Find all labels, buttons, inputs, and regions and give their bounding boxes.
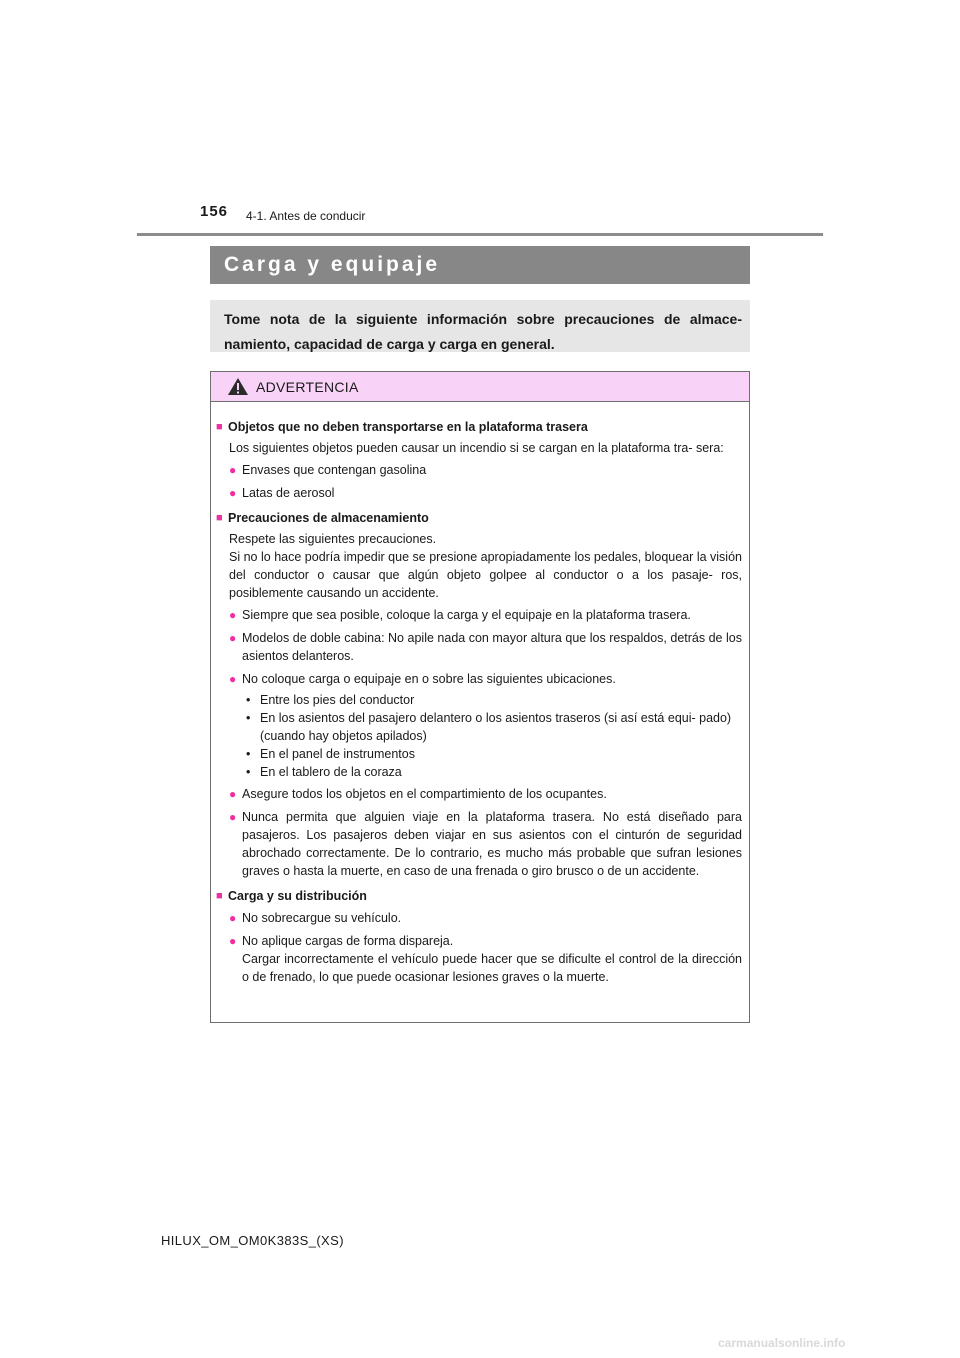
sub-list-item: [216, 763, 742, 781]
bullet-icon: ●: [229, 608, 237, 622]
bullet-icon: ●: [229, 934, 237, 948]
topic-heading-text: Carga y su distribución: [228, 889, 367, 903]
intro-box: [210, 300, 750, 352]
dot-marker-icon: •: [246, 693, 251, 707]
warning-triangle-icon: [227, 377, 249, 396]
bullet-icon: ●: [229, 631, 237, 645]
sub-list-item: [216, 745, 742, 763]
topic-heading: [216, 509, 742, 527]
page-title: Carga y equipaje: [224, 253, 441, 276]
sub-list-item: [216, 691, 742, 709]
dot-marker-icon: •: [246, 711, 251, 725]
paragraph: Respete las siguientes precauciones.: [229, 532, 437, 546]
warning-body: [211, 402, 749, 986]
sub-list-item-text: Entre los pies del conductor: [260, 693, 415, 707]
square-marker-icon: ■: [216, 890, 223, 902]
sub-list-item-text: En los asientos del pasajero delantero o los asientos traseros (si así está equi- pado) (cuando hay objetos apilados): [260, 711, 732, 743]
topic-heading: [216, 887, 742, 905]
list-item-text: Nunca permita que alguien viaje en la plataforma trasera. No está diseñado para pasajeros. Los pasajeros deben viajar en sus asientos con el cinturón de seguridad abrochado correctamente. De lo contrario, es mucho más probable que sufran lesiones graves o hasta la muerte, en caso de una frenada o giro brusco o de un accidente.: [242, 810, 742, 878]
sub-list-item-text: En el panel de instrumentos: [260, 747, 415, 761]
list-item-text: Envases que contengan gasolina: [242, 463, 427, 477]
topic-heading: [216, 418, 742, 436]
warning-box: [210, 371, 750, 1023]
bullet-icon: ●: [229, 672, 237, 686]
dot-marker-icon: •: [246, 765, 251, 779]
square-marker-icon: ■: [216, 421, 223, 433]
list-item: [216, 606, 742, 624]
list-item-text: Modelos de doble cabina: No apile nada con mayor altura que los respaldos, detrás de los asientos delanteros.: [242, 631, 742, 663]
paragraph: Si no lo hace podría impedir que se presione apropiadamente los pedales, bloquear la visión del conductor o causar que algún objeto golpee al conductor o a los pasaje- ros, posiblemente causando un accidente.: [229, 550, 742, 600]
square-marker-icon: ■: [216, 512, 223, 524]
list-item-text: No coloque carga o equipaje en o sobre las siguientes ubicaciones.: [242, 672, 616, 686]
list-item: [216, 932, 742, 986]
list-item-text-line: Cargar incorrectamente el vehículo puede hacer que se dificulte el control de la dirección o de frenado, lo que puede ocasionar lesiones graves o la muerte.: [242, 952, 742, 984]
bullet-icon: ●: [229, 911, 237, 925]
list-item: [216, 629, 742, 665]
list-item-text: [242, 932, 742, 986]
list-item: [216, 808, 742, 880]
list-item-text: No sobrecargue su vehículo.: [242, 911, 402, 925]
list-item-text: Latas de aerosol: [242, 486, 335, 500]
topic-heading-text: Precauciones de almacenamiento: [228, 511, 429, 525]
topic-heading-text: Objetos que no deben transportarse en la plataforma trasera: [228, 420, 588, 434]
warning-label: ADVERTENCIA: [256, 378, 359, 395]
list-item: [216, 670, 742, 688]
warning-header: [211, 372, 749, 402]
title-bar: [210, 246, 750, 284]
bullet-icon: ●: [229, 810, 237, 824]
intro-text: Tome nota de la siguiente información sobre precauciones de almace- namiento, capacidad de carga y carga en general.: [224, 311, 742, 352]
bullet-icon: ●: [229, 463, 237, 477]
list-item: [216, 785, 742, 803]
list-item-text: Asegure todos los objetos en el compartimiento de los ocupantes.: [242, 787, 607, 801]
section-header: 4-1. Antes de conducir: [246, 209, 366, 223]
bullet-icon: ●: [229, 787, 237, 801]
dot-marker-icon: •: [246, 747, 251, 761]
header-rule: [137, 233, 823, 236]
sub-list-item: [216, 709, 742, 745]
list-item: [216, 484, 742, 502]
paragraph: Los siguientes objetos pueden causar un incendio si se cargan en la plataforma tra- sera:: [229, 441, 724, 455]
watermark: carmanualsonline.info: [718, 1336, 846, 1350]
page-number: 156: [200, 203, 229, 220]
sub-list-item-text: En el tablero de la coraza: [260, 765, 402, 779]
footer-code: HILUX_OM_OM0K383S_(XS): [161, 1233, 344, 1248]
list-item-text-line: No aplique cargas de forma dispareja.: [242, 934, 454, 948]
bullet-icon: ●: [229, 486, 237, 500]
list-item: [216, 461, 742, 479]
list-item-text: Siempre que sea posible, coloque la carga y el equipaje en la plataforma trasera.: [242, 608, 691, 622]
list-item: [216, 909, 742, 927]
